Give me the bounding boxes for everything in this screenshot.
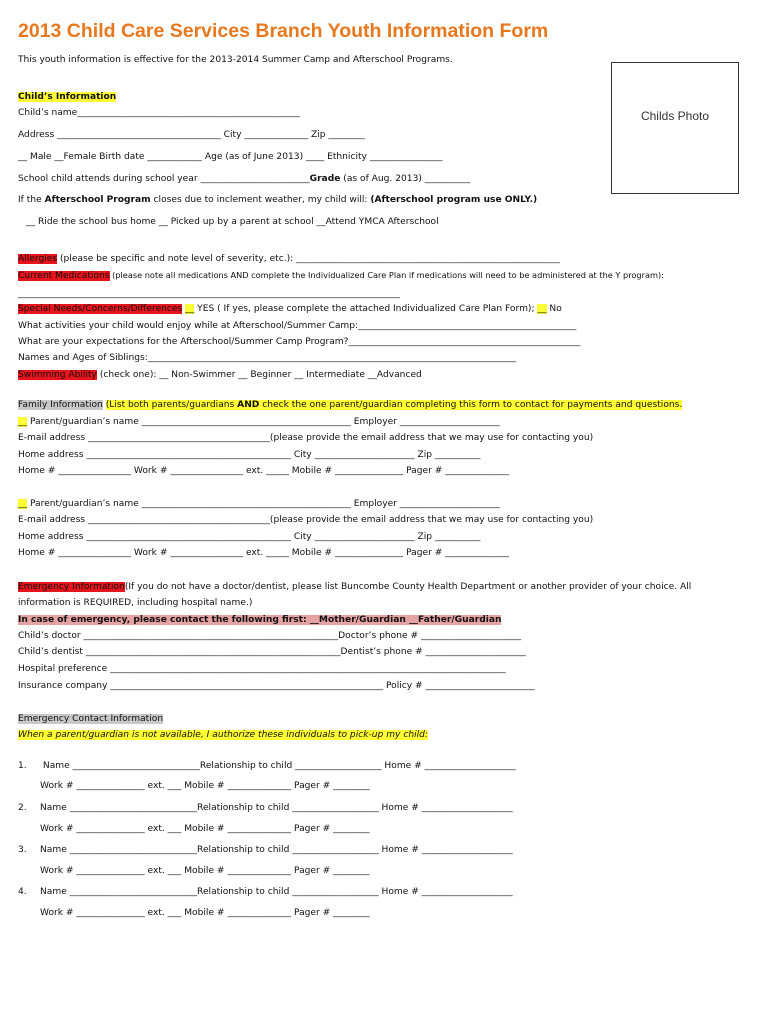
contact-4-name-line[interactable]: 4. Name ____________________________Relationship to child ___________________ Home # ____________________	[18, 887, 513, 897]
child-name-field[interactable]: Child’s name_________________________________________________	[18, 108, 301, 118]
sex-birthdate-line[interactable]: __ Male __Female Birth date ____________ Age (as of June 2013) ____ Ethnicity ________________	[18, 152, 443, 162]
contact-first-line[interactable]: In case of emergency, please contact the following first: __Mother/Guardian __Father/Guardian	[18, 615, 502, 625]
parent2-name-line[interactable]: __ Parent/guardian’s name ______________________________________________ Employer ______________________	[18, 499, 500, 509]
childs-information-heading: Child’s Information	[18, 92, 117, 102]
allergies-line[interactable]: Allergies (please be specific and note level of severity, etc.): __________________________________________________________	[18, 254, 560, 264]
activities-line[interactable]: What activities your child would enjoy while at Afterschool/Summer Camp:________________________________________________	[18, 321, 577, 331]
swimming-line[interactable]: Swimming Ability (check one): __ Non-Swimmer __ Beginner __ Intermediate __Advanced	[18, 370, 422, 380]
dentist-line[interactable]: Child’s dentist ________________________________________________________Dentist’s phone # ______________________	[18, 647, 526, 657]
parent2-checkbox[interactable]: __	[18, 499, 28, 509]
allergies-label: Allergies	[18, 254, 58, 264]
insurance-line[interactable]: Insurance company ____________________________________________________________ Policy # ________________________	[18, 681, 535, 691]
special-yes-checkbox[interactable]: __	[185, 304, 195, 314]
medications-label: Current Medications	[18, 271, 110, 281]
parent1-email-line[interactable]: E-mail address ________________________________________(please provide the email address that we may use for contacting you)	[18, 433, 594, 443]
parent2-email-line[interactable]: E-mail address ________________________________________(please provide the email address that we may use for contacting you)	[18, 515, 594, 525]
contact-2-name-line[interactable]: 2. Name ____________________________Relationship to child ___________________ Home # ____________________	[18, 803, 513, 813]
child-photo-box	[611, 62, 739, 194]
contact-3-name-line[interactable]: 3. Name ____________________________Relationship to child ___________________ Home # ____________________	[18, 845, 513, 855]
parent2-phone-line[interactable]: Home # ________________ Work # ________________ ext. _____ Mobile # _______________ Pager # ______________	[18, 548, 509, 558]
address-line[interactable]: Address ____________________________________ City ______________ Zip ________	[18, 130, 365, 140]
contact-3-work-line[interactable]: Work # _______________ ext. ___ Mobile # ______________ Pager # ________	[40, 866, 370, 876]
parent1-checkbox[interactable]: __	[18, 417, 28, 427]
siblings-line[interactable]: Names and Ages of Siblings:_________________________________________________________________________________	[18, 353, 517, 363]
form-title: 2013 Child Care Services Branch Youth Information Form	[18, 20, 549, 42]
medications-line: Current Medications (please note all medications AND complete the Individualized Care Plan if medications will need to be administered at the Y program):	[18, 270, 664, 281]
emergency-info-label: Emergency Information	[18, 582, 125, 592]
parent1-address-line[interactable]: Home address _____________________________________________ City ______________________ Zip __________	[18, 450, 481, 460]
special-needs-label: Special Needs/Concerns/Differences	[18, 304, 183, 314]
doctor-line[interactable]: Child’s doctor ________________________________________________________Doctor’s phone # ______________________	[18, 631, 522, 641]
photo-label: Childs Photo	[640, 109, 710, 123]
authorize-note: When a parent/guardian is not available, I authorize these individuals to pick-up my child:	[18, 730, 428, 740]
inclement-weather-line: If the Afterschool Program closes due to inclement weather, my child will: (Afterschool program use ONLY.)	[18, 195, 538, 205]
contact-1-work-line[interactable]: Work # _______________ ext. ___ Mobile # ______________ Pager # ________	[40, 781, 370, 791]
expectations-line[interactable]: What are your expectations for the Afterschool/Summer Camp Program?___________________________________________________	[18, 337, 581, 347]
inclement-options[interactable]: __ Ride the school bus home __ Picked up by a parent at school __Attend YMCA Afterschool	[26, 217, 439, 227]
emergency-contact-heading: Emergency Contact Information	[18, 714, 164, 724]
emergency-info-line2: information is REQUIRED, including hospital name.)	[18, 598, 253, 608]
intro-text: This youth information is effective for the 2013-2014 Summer Camp and Afterschool Programs.	[18, 55, 453, 65]
swimming-label: Swimming Ability	[18, 370, 97, 380]
school-grade-line[interactable]: School child attends during school year ________________________Grade (as of Aug. 2013) __________	[18, 174, 471, 184]
special-no-checkbox[interactable]: __	[537, 304, 547, 314]
parent1-phone-line[interactable]: Home # ________________ Work # ________________ ext. _____ Mobile # _______________ Pager # ______________	[18, 466, 509, 476]
emergency-info-line: Emergency Information(If you do not have a doctor/dentist, please list Buncombe County Health Department or another provider of your choice. All	[18, 582, 692, 592]
special-needs-line[interactable]: Special Needs/Concerns/Differences __ YES ( If yes, please complete the attached Individualized Care Plan Form); __ No	[18, 304, 562, 314]
hospital-line[interactable]: Hospital preference _______________________________________________________________________________________	[18, 664, 506, 674]
contact-1-name-line[interactable]: 1. Name ____________________________Relationship to child ___________________ Home # ____________________	[18, 761, 516, 771]
medications-blank[interactable]: ____________________________________________________________________________________	[18, 289, 400, 299]
contact-4-work-line[interactable]: Work # _______________ ext. ___ Mobile # ______________ Pager # ________	[40, 908, 370, 918]
contact-2-work-line[interactable]: Work # _______________ ext. ___ Mobile # ______________ Pager # ________	[40, 824, 370, 834]
parent2-address-line[interactable]: Home address _____________________________________________ City ______________________ Zip __________	[18, 532, 481, 542]
family-info-heading: Family Information (List both parents/guardians AND check the one parent/guardian completing this form to contact for payments and questions.	[18, 400, 683, 410]
parent1-name-line[interactable]: __ Parent/guardian’s name ______________________________________________ Employer ______________________	[18, 417, 500, 427]
